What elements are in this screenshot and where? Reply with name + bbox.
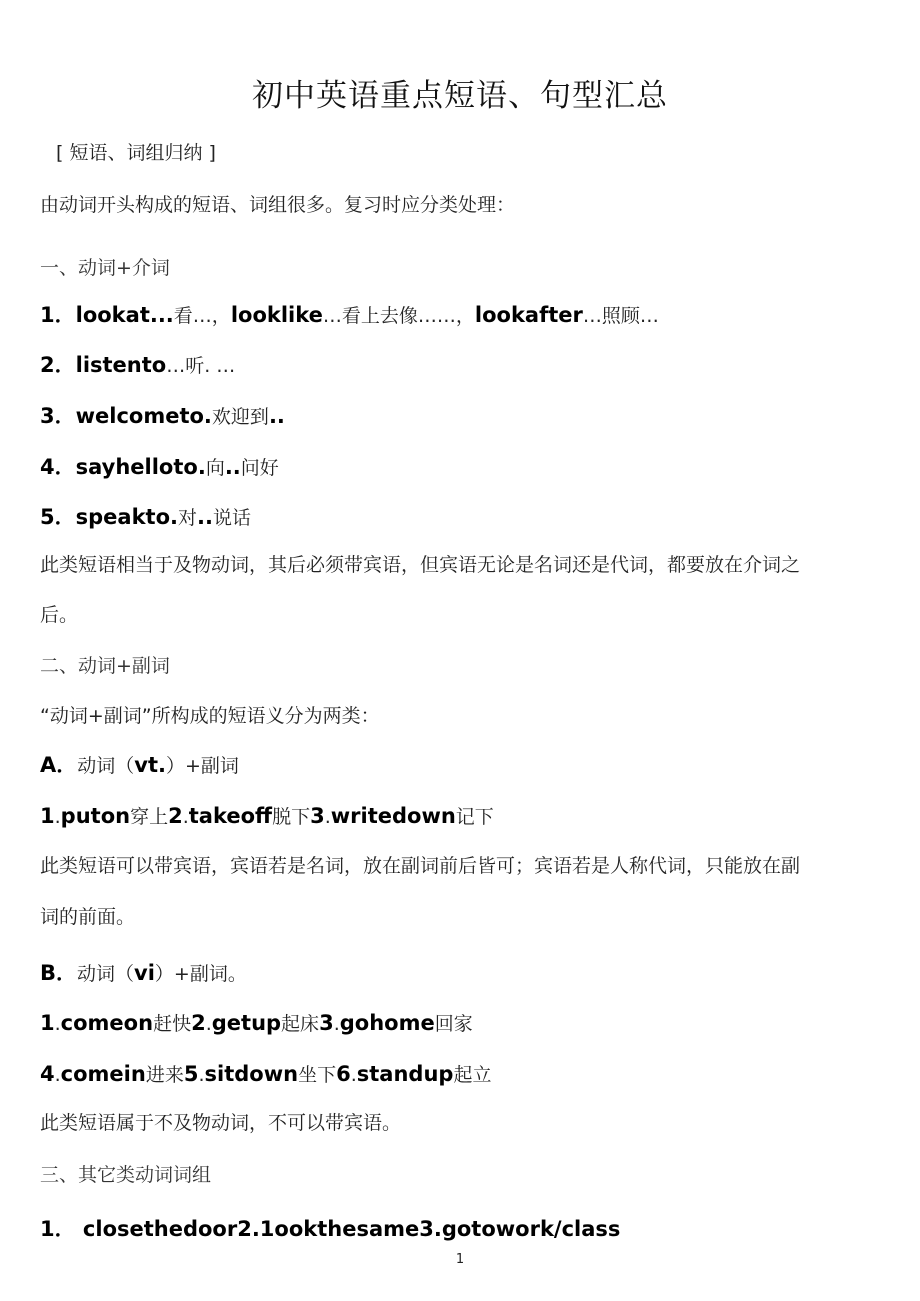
subsection-text: 动词（ [77,755,135,777]
phrase-en: lookafter [474,303,583,327]
item-number: 1． [40,303,76,327]
subsection-bold: vi [134,961,155,985]
subsection-b-heading [40,957,247,987]
phrase-en: sitdown [204,1062,299,1086]
phrase-dots: .. [224,455,241,479]
note-text: 此类短语可以带宾语，宾语若是名词，放在副词前后皆可；宾语若是人称代词，只能放在副 [40,855,801,877]
phrase-en: speakto. [75,505,178,529]
list-item [40,400,285,430]
item-number: 4 [40,1062,55,1086]
subsection-text: ）+副词。 [154,963,247,985]
phrase-zh: 欢迎到 [211,406,269,428]
phrase-en: comein [60,1062,146,1086]
item-number: 6 [336,1062,351,1086]
section2-intro: “动词+副词”所构成的短语义分为两类： [40,705,380,727]
item-number: 2． [40,353,76,377]
phrase-en: gohome [339,1011,435,1035]
phrase-zh: 赶快 [153,1013,192,1035]
phrase-en: lookat... [75,303,174,327]
phrase-en: looklike [230,303,323,327]
phrase-dots: .. [268,404,285,428]
phrase-zh: 回家 [434,1013,473,1035]
list-item [40,501,251,531]
phrase-zh: 起床 [281,1013,320,1035]
subsection-label: A． [40,753,78,777]
phrase-zh: …照顾… [582,305,659,327]
item-number: 3． [40,404,76,428]
item-number: 4． [40,455,76,479]
item-number: 3 [319,1011,334,1035]
subsection-label: B． [40,961,78,985]
subsection-text: ）+副词 [166,755,239,777]
note-text: 词的前面。 [40,906,136,928]
note-text: 此类短语属于不及物动词，不可以带宾语。 [40,1112,402,1134]
list-item: 1.comeon赶快2.getup起床3.gohome回家 [40,1011,473,1035]
list-item: 4.comein进来5.sitdown坐下6.standup起立 [40,1062,492,1086]
section2-heading: 二、动词+副词 [40,655,170,677]
phrase-en: getup [211,1011,282,1035]
item-number: 1 [40,1011,55,1035]
list-item: 1.puton穿上2.takeoff脱下3.writedown记下 [40,804,494,828]
list-item [40,349,235,379]
phrase-zh: 看…， [173,305,231,327]
subsection-a-heading [40,749,239,779]
phrase-zh: 起立 [453,1064,492,1086]
phrase-zh: 记下 [455,806,494,828]
phrase-en: standup [356,1062,454,1086]
page-number: 1 [455,1252,465,1267]
phrase-en: welcometo. [75,404,212,428]
phrase-zh: 脱下 [272,806,311,828]
subtitle: [ 短语、词组归纳 ] [56,142,216,164]
phrase-zh: …看上去像……， [322,305,475,327]
item-number: 2 [191,1011,206,1035]
phrase-en: puton [60,804,131,828]
phrase-zh: 坐下 [298,1064,337,1086]
intro-text: 由动词开头构成的短语、词组很多。复习时应分类处理： [40,194,516,216]
note-text: 此类短语相当于及物动词，其后必须带宾语，但宾语无论是名词还是代词，都要放在介词之 [40,554,801,576]
section3-heading: 三、其它类动词词组 [40,1164,212,1186]
phrase-en: comeon [60,1011,154,1035]
phrase-zh: 穿上 [130,806,169,828]
phrase-en: writedown [330,804,456,828]
phrase-zh: 问好 [240,457,279,479]
item-number: 3 [310,804,325,828]
phrase-dots: .. [197,505,213,529]
phrase-en: takeoff [188,804,273,828]
item-number: 5 [183,1062,199,1086]
phrase-zh: 向 [205,457,225,479]
phrase-zh: …听. … [166,355,236,377]
list-item [40,451,279,481]
phrase-en: sayhelloto. [75,455,206,479]
item-number: 2 [168,804,183,828]
subsection-text: 动词（ [77,963,135,985]
note-text: 后。 [40,604,79,626]
section1-heading: 一、动词+介词 [40,257,170,279]
phrase-zh: 对 [177,507,197,529]
list-item [40,299,659,329]
item-number: 1 [40,804,55,828]
page-title: 初中英语重点短语、句型汇总 [252,78,668,114]
phrase-zh: 说话 [212,507,251,529]
phrase-zh: 进来 [145,1064,184,1086]
item-number: 5． [40,505,76,529]
subsection-bold: vt. [134,753,166,777]
section3-line: 1． closethedoor2.1ookthesame3.gotowork/class [40,1217,621,1241]
phrase-en: listento [75,353,167,377]
